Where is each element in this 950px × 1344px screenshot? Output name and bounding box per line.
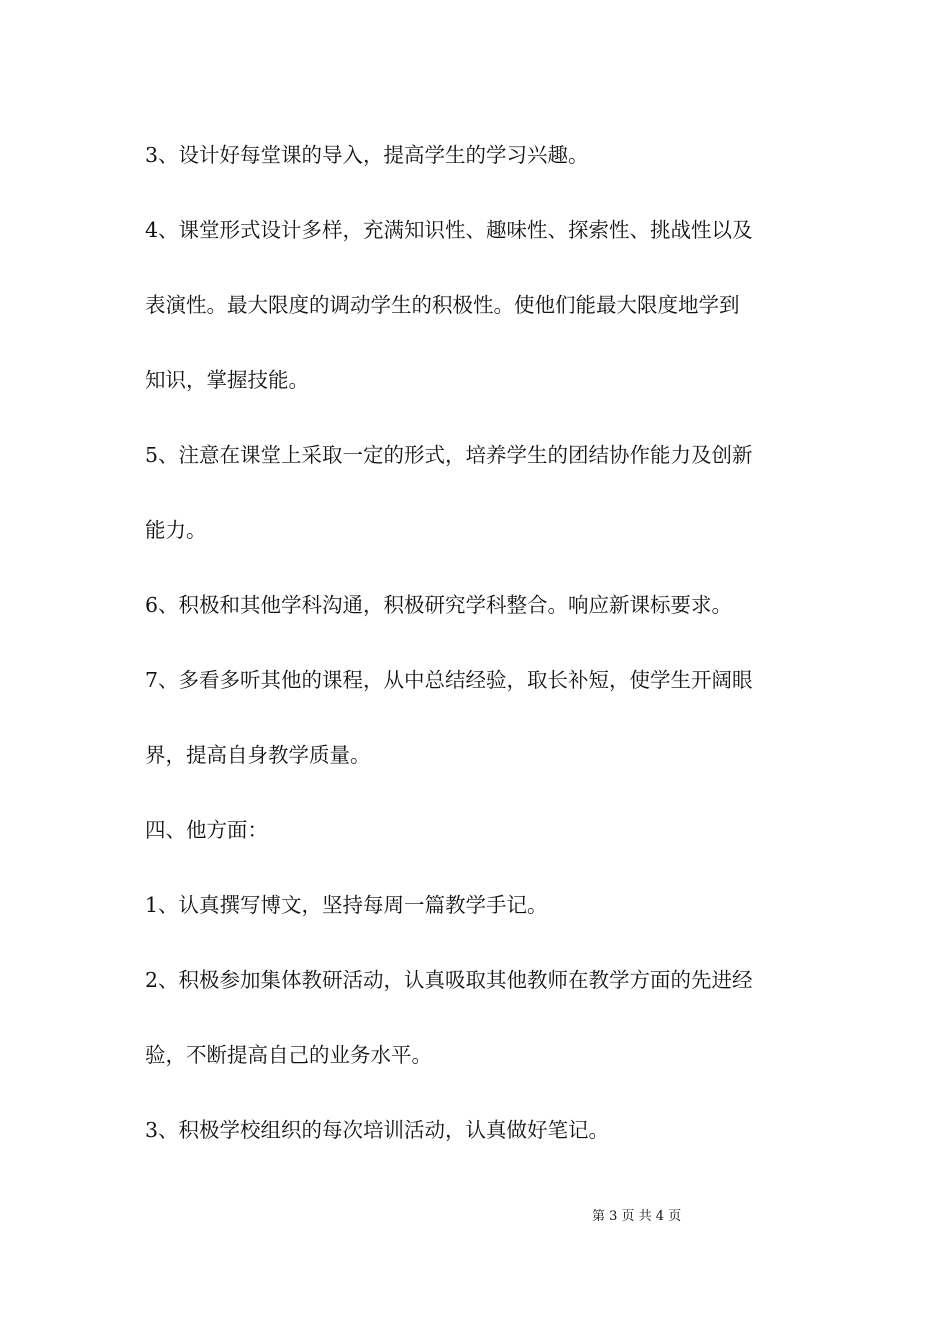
document-body: [145, 135, 815, 1185]
text-line: 知识，掌握技能。: [145, 368, 309, 392]
section-heading: 四、他方面：: [145, 818, 268, 842]
text-line: 5、注意在课堂上采取一定的形式，培养学生的团结协作能力及创新: [145, 443, 753, 467]
text-line: 3、积极学校组织的每次培训活动，认真做好笔记。: [145, 1118, 610, 1142]
text-line: 界，提高自身教学质量。: [145, 743, 371, 767]
text-line: 1、认真撰写博文，坚持每周一篇教学手记。: [145, 893, 548, 917]
text-line: 2、积极参加集体教研活动，认真吸取其他教师在教学方面的先进经: [145, 968, 753, 992]
text-line: 能力。: [145, 518, 207, 542]
text-line: 4、课堂形式设计多样，充满知识性、趣味性、探索性、挑战性以及: [145, 218, 753, 242]
page-number-footer: 第 3 页 共 4 页: [592, 1209, 682, 1224]
text-line: 3、设计好每堂课的导入，提高学生的学习兴趣。: [145, 143, 589, 167]
text-line: 表演性。最大限度的调动学生的积极性。使他们能最大限度地学到: [145, 293, 740, 317]
text-line: 6、积极和其他学科沟通，积极研究学科整合。响应新课标要求。: [145, 593, 733, 617]
text-line: 7、多看多听其他的课程，从中总结经验，取长补短，使学生开阔眼: [145, 668, 753, 692]
text-line: 验，不断提高自己的业务水平。: [145, 1043, 432, 1067]
